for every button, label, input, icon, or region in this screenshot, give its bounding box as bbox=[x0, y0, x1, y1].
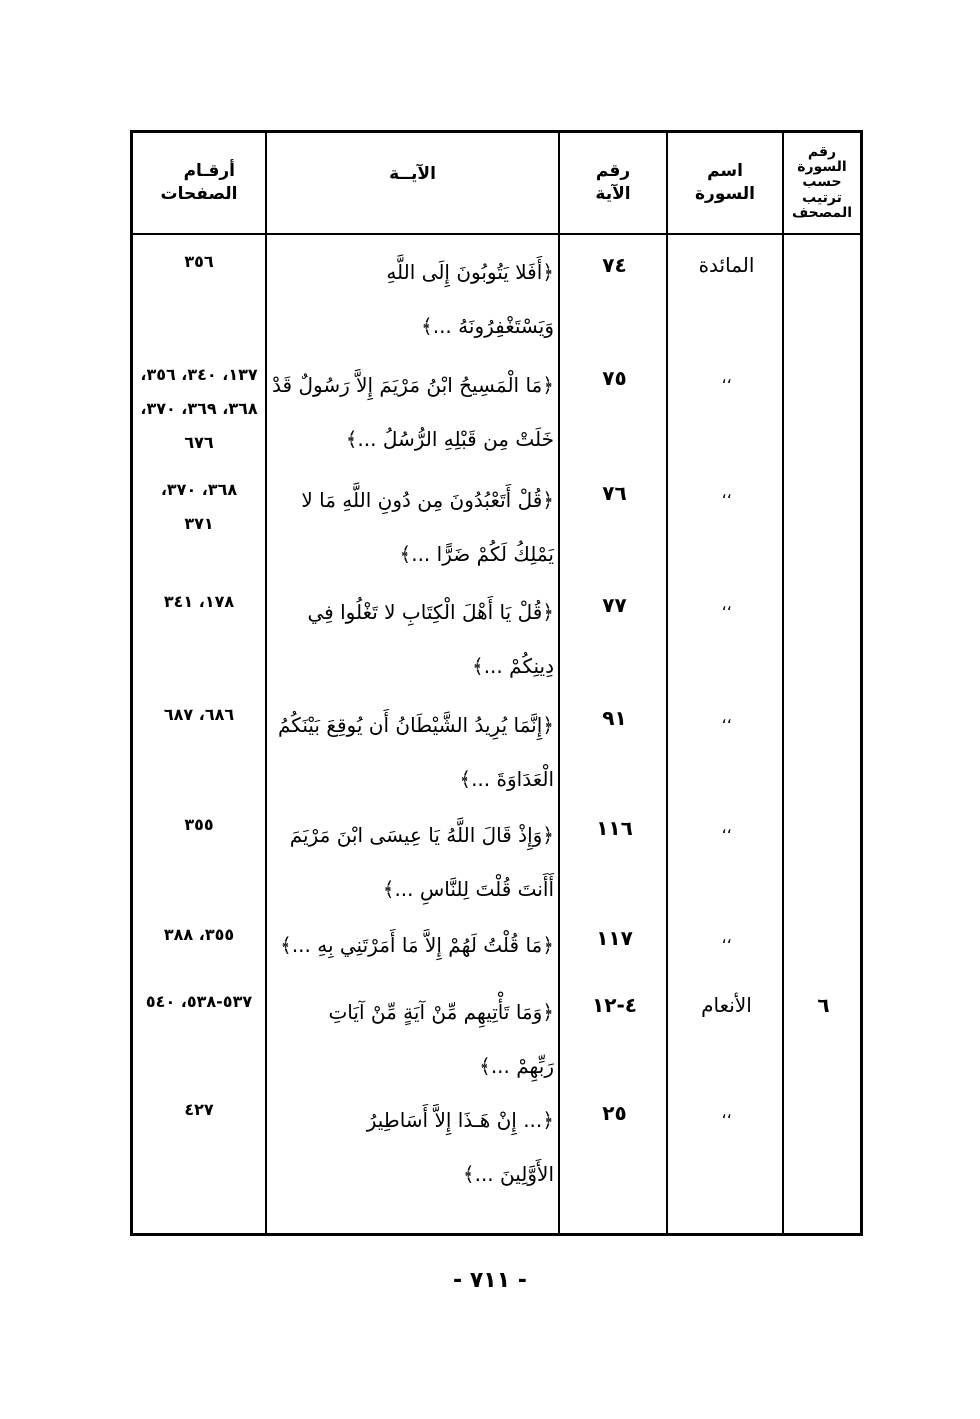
verse-line: ﴿أَفَلا يَتُوبُونَ إِلَى اللَّهِ bbox=[386, 260, 554, 284]
surah-name: ،، bbox=[721, 928, 732, 947]
surah-name: الأنعام bbox=[701, 993, 752, 1017]
surah-name: ،، bbox=[721, 595, 732, 614]
pages-line: ٣٥٥ bbox=[184, 815, 214, 834]
verse-number: ٩١ bbox=[602, 706, 627, 730]
verse-cell bbox=[270, 985, 558, 1093]
header-surah bbox=[668, 133, 782, 233]
header-order bbox=[784, 133, 860, 233]
pages-line: ٣٦٨، ٣٦٩، ٣٧٠، bbox=[140, 399, 258, 418]
header-pages-line: أرقـام bbox=[183, 161, 235, 182]
pages-cell bbox=[133, 985, 265, 1019]
pages-line: ٣٥٥، ٣٨٨ bbox=[163, 925, 235, 944]
pages-cell bbox=[133, 698, 265, 732]
pages-cell bbox=[133, 585, 265, 619]
verse-number: ١١٦ bbox=[596, 816, 633, 840]
column-divider bbox=[558, 133, 560, 1233]
verse-cell bbox=[270, 585, 558, 693]
verse-cell bbox=[270, 698, 558, 806]
surah-name: المائدة bbox=[698, 253, 755, 277]
header-surah-line: السورة bbox=[695, 184, 755, 204]
pages-cell bbox=[133, 245, 265, 279]
verse-number: ٧٥ bbox=[602, 366, 627, 390]
column-divider bbox=[782, 133, 784, 1233]
header-order-line: المصحف bbox=[792, 205, 852, 222]
pages-line: ٥٣٧-٥٣٨، ٥٤٠ bbox=[145, 992, 253, 1011]
verse-line: ﴿... إِنْ هَـذَا إِلاَّ أَسَاطِيرُ bbox=[366, 1108, 554, 1132]
pages-line: ٦٧٦ bbox=[184, 433, 214, 452]
pages-cell bbox=[133, 808, 265, 842]
verse-line: ﴿قُلْ أَتَعْبُدُونَ مِن دُونِ اللَّهِ مَا لا bbox=[301, 488, 554, 512]
header-number-line: رقم bbox=[595, 161, 631, 182]
surah-name: ،، bbox=[721, 1103, 732, 1122]
verse-line: وَيَسْتَغْفِرُونَهُ ...﴾ bbox=[421, 314, 554, 338]
surah-name: ،، bbox=[721, 368, 732, 387]
verse-cell bbox=[270, 245, 558, 353]
header-number bbox=[560, 133, 666, 233]
header-verse-label: الآيــة bbox=[389, 164, 436, 184]
pages-cell bbox=[133, 358, 265, 460]
verse-line: ﴿وَمَا تَأْتِيهِم مِّنْ آيَةٍ مِّنْ آيَاتِ bbox=[328, 1000, 554, 1024]
verse-number: ٤-١٢ bbox=[592, 993, 637, 1017]
verse-line: يَمْلِكُ لَكُمْ ضَرًّا ...﴾ bbox=[399, 542, 554, 566]
verse-line: ﴿مَا الْمَسِيحُ ابْنُ مَرْيَمَ إِلاَّ رَسُولٌ قَدْ bbox=[272, 373, 554, 397]
verse-line: دِينِكُمْ ...﴾ bbox=[471, 654, 554, 678]
pages-line: ٣٧١ bbox=[184, 514, 214, 533]
surah-name: ،، bbox=[721, 483, 732, 502]
pages-line: ٦٨٦، ٦٨٧ bbox=[163, 705, 235, 724]
column-divider bbox=[666, 133, 668, 1233]
page-number: - ٧١١ - bbox=[453, 1268, 527, 1293]
header-pages bbox=[133, 133, 265, 233]
header-divider bbox=[133, 233, 860, 235]
surah-order: ٦ bbox=[817, 993, 830, 1017]
verse-line: خَلَتْ مِن قَبْلِهِ الرُّسُلُ ...﴾ bbox=[345, 427, 554, 451]
header-pages-line: الصفحات bbox=[160, 184, 238, 204]
pages-line: ١٣٧، ٣٤٠، ٣٥٦، bbox=[140, 365, 258, 384]
index-table bbox=[130, 130, 863, 1236]
header-number-line: الآية bbox=[595, 184, 631, 204]
pages-line: ١٧٨، ٣٤١ bbox=[163, 592, 235, 611]
verse-line: أَأَنتَ قُلْتَ لِلنَّاسِ ...﴾ bbox=[382, 877, 554, 901]
header-surah-line: اسم bbox=[707, 161, 743, 182]
surah-name: ،، bbox=[721, 818, 732, 837]
pages-line: ٣٦٨، ٣٧٠، bbox=[160, 480, 238, 499]
verse-line: ﴿إِنَّمَا يُرِيدُ الشَّيْطَانُ أَن يُوقِعَ بَيْنَكُمُ bbox=[277, 713, 554, 737]
header-order-line: رقم السورة bbox=[797, 143, 847, 175]
verse-cell bbox=[270, 808, 558, 916]
pages-cell bbox=[133, 473, 265, 541]
verse-line: ﴿مَا قُلْتُ لَهُمْ إِلاَّ مَا أَمَرْتَنِي بِهِ ...﴾ bbox=[280, 933, 554, 957]
header-order-line: ترتيب bbox=[802, 189, 842, 206]
verse-line: ﴿قُلْ يَا أَهْلَ الْكِتَابِ لا تَغْلُوا فِي bbox=[307, 600, 554, 624]
pages-cell bbox=[133, 918, 265, 952]
verse-line: الْعَدَاوَةَ ...﴾ bbox=[459, 767, 554, 791]
verse-cell bbox=[270, 1093, 558, 1201]
verse-line: الأَوَّلِينَ ...﴾ bbox=[462, 1162, 554, 1186]
verse-cell bbox=[270, 473, 558, 581]
verse-number: ١١٧ bbox=[596, 926, 633, 950]
verse-cell bbox=[270, 918, 558, 972]
pages-line: ٣٥٦ bbox=[184, 252, 214, 271]
verse-line: رَبِّهِمْ ...﴾ bbox=[479, 1054, 554, 1078]
header-order-line: حسب bbox=[802, 174, 842, 191]
pages-line: ٤٢٧ bbox=[184, 1100, 214, 1119]
verse-number: ٢٥ bbox=[602, 1101, 627, 1125]
verse-line: ﴿وَإِذْ قَالَ اللَّهُ يَا عِيسَى ابْنَ مَرْيَمَ bbox=[289, 823, 554, 847]
column-divider bbox=[265, 133, 267, 1233]
verse-number: ٧٧ bbox=[602, 593, 627, 617]
verse-cell bbox=[270, 358, 558, 466]
verse-number: ٧٤ bbox=[602, 253, 627, 277]
header-verse bbox=[267, 133, 558, 233]
pages-cell bbox=[133, 1093, 265, 1127]
surah-name: ،، bbox=[721, 708, 732, 727]
verse-number: ٧٦ bbox=[602, 481, 627, 505]
